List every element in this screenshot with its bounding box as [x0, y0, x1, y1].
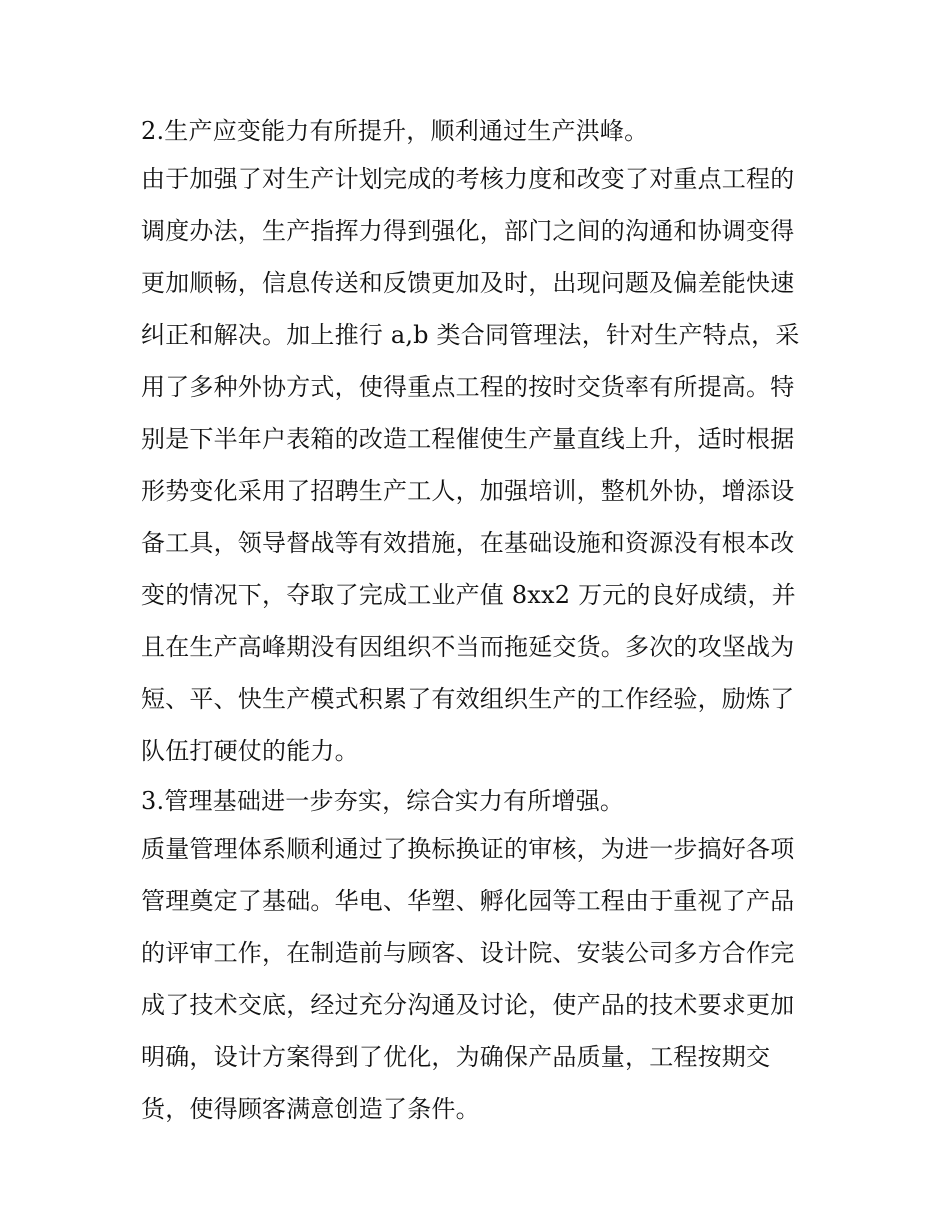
paragraph-line: 明确，设计方案得到了优化，为确保产品质量，工程按期交 [141, 1043, 771, 1071]
paragraph-line: 管理奠定了基础。华电、华塑、孵化园等工程由于重视了产品 [141, 887, 795, 915]
section-heading-2: 2.生产应变能力有所提升，顺利通过生产洪峰。 [141, 117, 649, 145]
paragraph-line: 由于加强了对生产计划完成的考核力度和改变了对重点工程的 [141, 165, 795, 193]
paragraph-line: 别是下半年户表箱的改造工程催使生产量直线上升，适时根据 [141, 425, 795, 453]
paragraph-line: 队伍打硬仗的能力。 [141, 737, 359, 765]
paragraph-line: 货，使得顾客满意创造了条件。 [141, 1095, 480, 1123]
paragraph-line: 成了技术交底，经过充分沟通及讨论，使产品的技术要求更加 [141, 991, 795, 1019]
paragraph-line: 形势变化采用了招聘生产工人，加强培训，整机外协，增添设 [141, 477, 795, 505]
paragraph-line: 纠正和解决。加上推行 a,b 类合同管理法，针对生产特点，采 [141, 321, 800, 349]
paragraph-line: 调度办法，生产指挥力得到强化，部门之间的沟通和协调变得 [141, 217, 795, 245]
paragraph-line: 备工具，领导督战等有效措施，在基础设施和资源没有根本改 [141, 529, 795, 557]
paragraph-line: 且在生产高峰期没有因组织不当而拖延交货。多次的攻坚战为 [141, 633, 795, 661]
section-heading-3: 3.管理基础进一步夯实，综合实力有所增强。 [141, 787, 625, 815]
paragraph-line: 用了多种外协方式，使得重点工程的按时交货率有所提高。特 [141, 373, 795, 401]
document-body [141, 109, 821, 1139]
paragraph-line: 的评审工作，在制造前与顾客、设计院、安装公司多方合作完 [141, 939, 795, 967]
paragraph-line: 变的情况下，夺取了完成工业产值 8xx2 万元的良好成绩，并 [141, 581, 796, 609]
paragraph-line: 更加顺畅，信息传送和反馈更加及时，出现问题及偏差能快速 [141, 269, 795, 297]
paragraph-line: 质量管理体系顺利通过了换标换证的审核，为进一步搞好各项 [141, 835, 795, 863]
paragraph-line: 短、平、快生产模式积累了有效组织生产的工作经验，励炼了 [141, 685, 795, 713]
